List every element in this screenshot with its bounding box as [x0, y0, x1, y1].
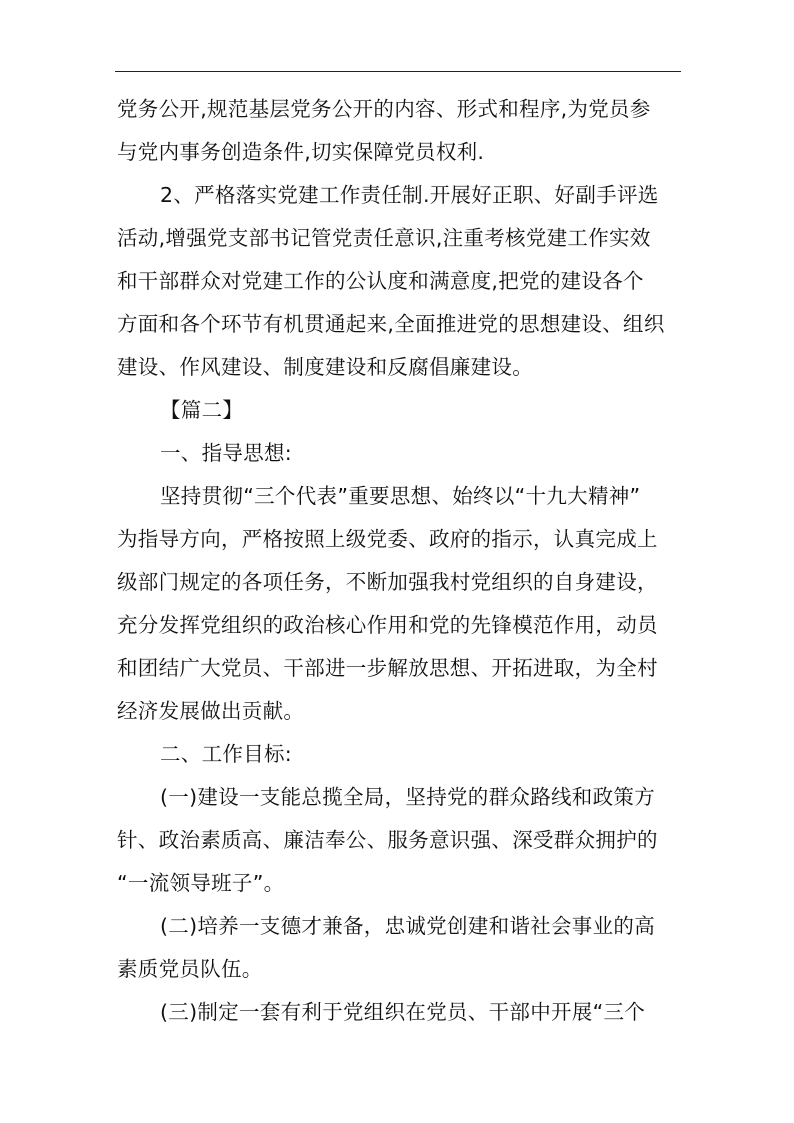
subsection-heading: 二、工作目标: [160, 742, 293, 766]
body-line: (二)培养一支德才兼备，忠诚党创建和谐社会事业的高 [160, 914, 655, 938]
body-line: 2、严格落实党建工作责任制.开展好正职、好副手评选 [160, 183, 659, 207]
body-line: 级部门规定的各项任务，不断加强我村党组织的自身建设， [117, 570, 658, 594]
body-line: 党务公开,规范基层党务公开的内容、形式和程序,为党员参 [117, 97, 651, 121]
body-line: 针、政治素质高、廉洁奉公、服务意识强、深受群众拥护的 [117, 828, 658, 852]
body-line: 为指导方向，严格按照上级党委、政府的指示，认真完成上 [117, 527, 658, 551]
body-line: 与党内事务创造条件,切实保障党员权利. [117, 140, 485, 164]
body-line: (一)建设一支能总揽全局，坚持党的群众路线和政策方 [160, 785, 655, 809]
section-heading: 【篇二】 [160, 398, 244, 422]
body-line: 和干部群众对党建工作的公认度和满意度,把党的建设各个 [117, 269, 644, 293]
header-rule [115, 71, 681, 72]
body-line: 充分发挥党组织的政治核心作用和党的先锋模范作用，动员 [117, 613, 658, 637]
body-line: 和团结广大党员、干部进一步解放思想、开拓进取，为全村 [117, 656, 658, 680]
body-line: (三)制定一套有利于党组织在党员、干部中开展“三个 [160, 1000, 646, 1024]
body-line: 方面和各个环节有机贯通起来,全面推进党的思想建设、组织 [117, 312, 665, 336]
body-line: 经济发展做出贡献。 [117, 699, 305, 723]
body-line: “一流领导班子”。 [117, 871, 285, 895]
body-line: 建设、作风建设、制度建设和反腐倡廉建设。 [117, 355, 533, 379]
body-line: 素质党员队伍。 [117, 957, 263, 981]
body-line: 活动,增强党支部书记管党责任意识,注重考核党建工作实效 [117, 226, 651, 250]
body-line: 坚持贯彻“三个代表”重要思想、始终以“十九大精神” [160, 484, 641, 508]
subsection-heading: 一、指导思想: [160, 441, 293, 465]
